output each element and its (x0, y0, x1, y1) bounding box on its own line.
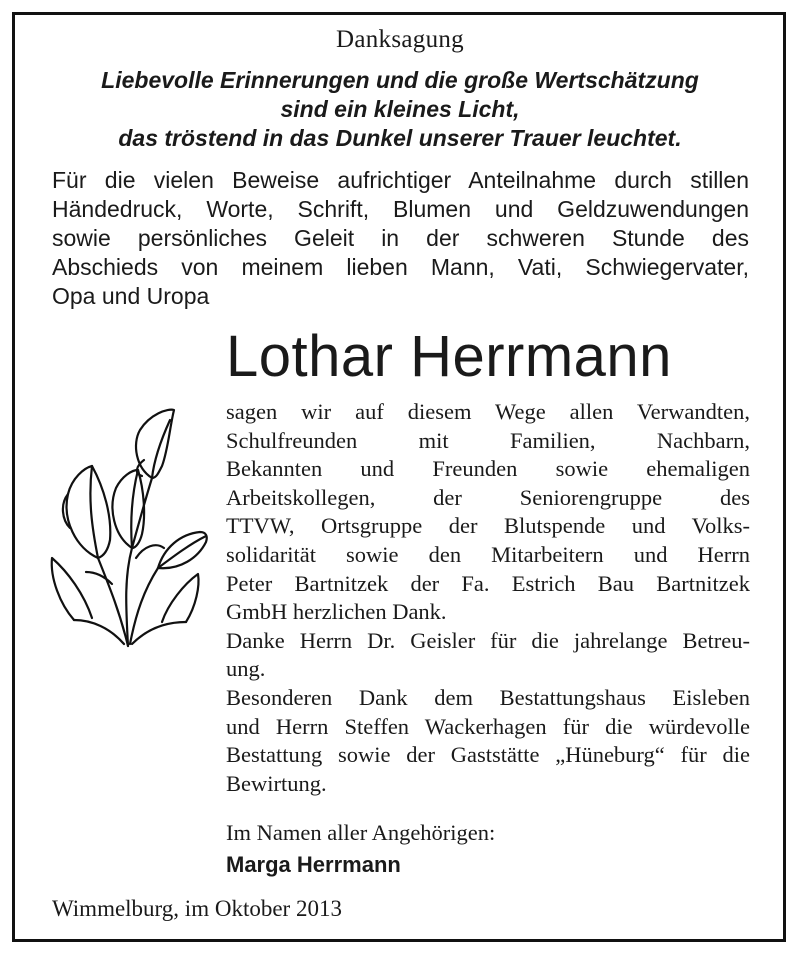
place-date: Wimmelburg, im Oktober 2013 (52, 896, 342, 921)
body-line: GmbH herzlichen Dank. (226, 599, 447, 625)
body-line: ung. (226, 656, 266, 682)
body-line: Schulfreunden mit Familien, Nachbarn, (226, 427, 750, 453)
body-line: sagen wir auf diesem Wege allen Verwandten, (226, 399, 750, 424)
motto-line: das tröstend in das Dunkel unserer Trauer leuchtet. (118, 125, 682, 151)
body-line: und Herrn Steffen Wackerhagen für die würdevolle (226, 713, 750, 739)
body-line: Danke Herrn Dr. Geisler für die jahrelange Betreu- (226, 627, 750, 653)
notice-title: Danksagung (336, 26, 464, 53)
thanks-paragraph (226, 398, 750, 798)
signer-name: Marga Herrmann (226, 852, 401, 877)
intro-line: Für die vielen Beweise aufrichtiger Anteilnahme durch stillen (52, 167, 749, 193)
intro-line: Opa und Uropa (52, 283, 210, 309)
intro-line: Abschieds von meinem lieben Mann, Vati, Schwiegervater, (52, 254, 749, 280)
body-line: Bekannten und Freunden sowie ehemaligen (226, 456, 750, 482)
body-line: TTVW, Ortsgruppe der Blutspende und Volks- (226, 513, 750, 539)
calla-lily-icon (40, 408, 210, 648)
body-line: Besonderen Dank dem Bestattungshaus Eisleben (226, 684, 750, 710)
intro-paragraph (52, 166, 749, 311)
body-line: Bestattung sowie der Gaststätte „Hüneburg“ für die (226, 742, 750, 768)
closing-text: Im Namen aller Angehörigen: (226, 820, 496, 845)
body-line: Arbeitskollegen, der Seniorengruppe des (226, 484, 750, 510)
intro-line: sowie persönliches Geleit in der schweren Stunde des (52, 225, 749, 251)
body-line: Bewirtung. (226, 770, 327, 796)
deceased-name: Lothar Herrmann (226, 324, 672, 389)
body-line: solidarität sowie den Mitarbeitern und Herrn (226, 541, 750, 567)
motto-line: Liebevolle Erinnerungen und die große Wertschätzung (101, 67, 699, 93)
intro-line: Händedruck, Worte, Schrift, Blumen und Geldzuwendungen (52, 196, 749, 222)
body-line: Peter Bartnitzek der Fa. Estrich Bau Bartnitzek (226, 570, 750, 596)
motto-line: sind ein kleines Licht, (280, 96, 520, 122)
motto (0, 66, 800, 153)
